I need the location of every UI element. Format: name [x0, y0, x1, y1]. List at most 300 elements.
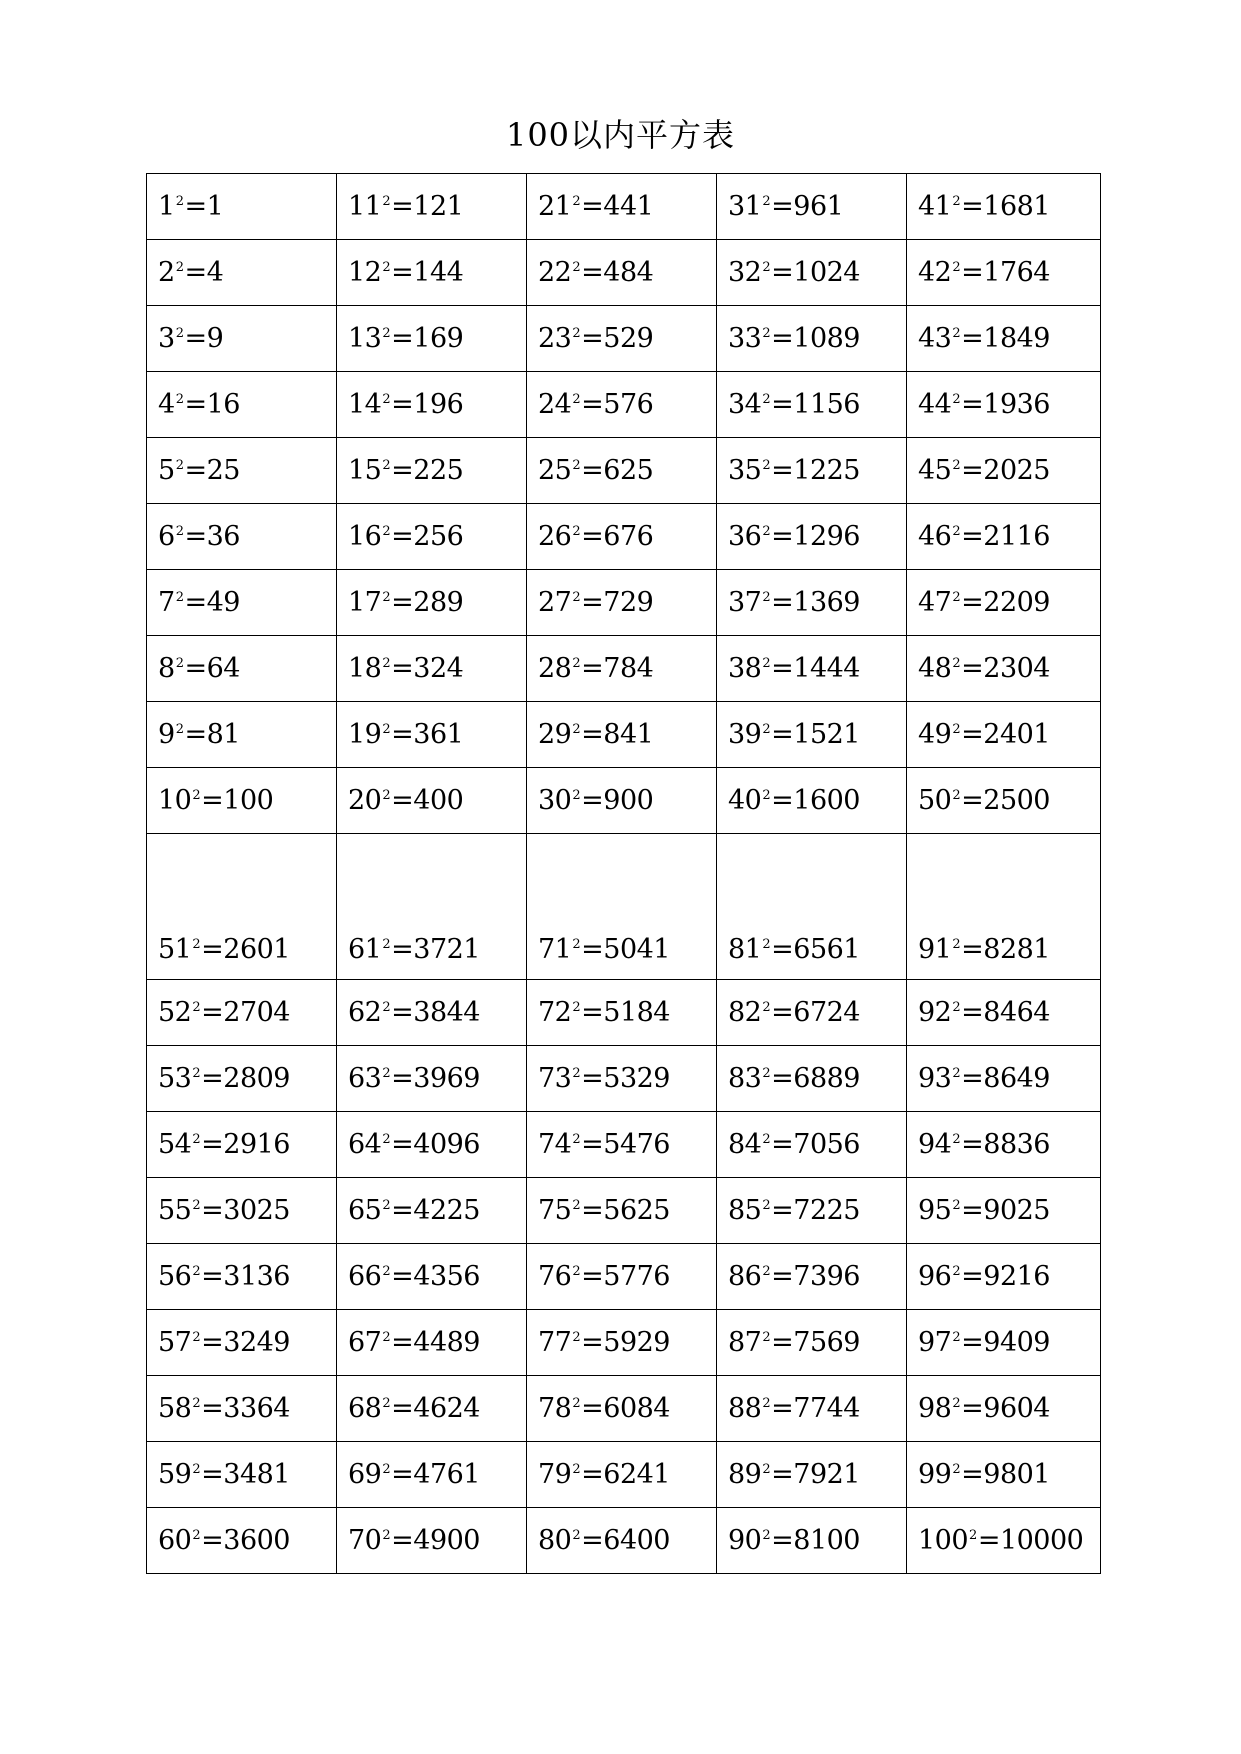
exponent-superscript: 2: [382, 260, 391, 275]
equals-sign: =: [961, 1459, 984, 1490]
table-cell: [717, 1376, 907, 1442]
square-base: 68: [348, 1393, 382, 1424]
square-base: 65: [348, 1195, 382, 1226]
square-base: 44: [918, 389, 952, 420]
square-base: 19: [348, 719, 382, 750]
table-cell: [527, 980, 717, 1046]
equals-sign: =: [184, 587, 207, 618]
exponent-superscript: 2: [192, 1132, 201, 1147]
square-value: 2500: [983, 785, 1050, 816]
square-base: 6: [158, 521, 175, 552]
square-value: 6400: [603, 1525, 670, 1556]
square-value: 144: [413, 257, 464, 288]
table-cell: [337, 174, 527, 240]
exponent-superscript: 2: [952, 937, 961, 952]
square-value: 4761: [413, 1459, 480, 1490]
table-cell: [717, 768, 907, 834]
table-cell: [907, 438, 1101, 504]
table-row: [147, 372, 1101, 438]
square-base: 81: [728, 934, 762, 965]
square-base: 35: [728, 455, 762, 486]
square-value: 4900: [413, 1525, 480, 1556]
table-cell: [337, 1178, 527, 1244]
square-value: 169: [413, 323, 464, 354]
square-base: 25: [538, 455, 572, 486]
exponent-superscript: 2: [952, 524, 961, 539]
equals-sign: =: [201, 1459, 224, 1490]
table-cell: [147, 240, 337, 306]
equals-sign: =: [391, 1459, 414, 1490]
table-cell: [907, 1046, 1101, 1112]
square-value: 1156: [793, 389, 860, 420]
equals-sign: =: [201, 1063, 224, 1094]
table-row: [147, 174, 1101, 240]
square-base: 86: [728, 1261, 762, 1292]
square-value: 6889: [793, 1063, 860, 1094]
equals-sign: =: [961, 1327, 984, 1358]
table-cell: [527, 1244, 717, 1310]
exponent-superscript: 2: [762, 1462, 771, 1477]
square-base: 33: [728, 323, 762, 354]
square-base: 41: [918, 191, 952, 222]
square-base: 28: [538, 653, 572, 684]
table-row: [147, 1178, 1101, 1244]
table-cell: [907, 240, 1101, 306]
table-cell: [527, 768, 717, 834]
exponent-superscript: 2: [572, 524, 581, 539]
square-base: 4: [158, 389, 175, 420]
equals-sign: =: [771, 653, 794, 684]
exponent-superscript: 2: [192, 1330, 201, 1345]
table-cell: [337, 1112, 527, 1178]
equals-sign: =: [977, 1525, 1000, 1556]
exponent-superscript: 2: [952, 1396, 961, 1411]
exponent-superscript: 2: [952, 656, 961, 671]
square-base: 88: [728, 1393, 762, 1424]
square-base: 21: [538, 191, 572, 222]
equals-sign: =: [391, 1195, 414, 1226]
exponent-superscript: 2: [969, 1528, 977, 1543]
table-cell: [337, 1244, 527, 1310]
square-base: 56: [158, 1261, 192, 1292]
square-value: 1764: [983, 257, 1050, 288]
square-value: 3136: [223, 1261, 290, 1292]
table-cell: [147, 768, 337, 834]
square-value: 81: [206, 719, 240, 750]
table-cell: [147, 1112, 337, 1178]
exponent-superscript: 2: [192, 1198, 201, 1213]
exponent-superscript: 2: [952, 1264, 961, 1279]
table-cell: [907, 174, 1101, 240]
square-value: 3844: [413, 997, 480, 1028]
table-cell: [527, 372, 717, 438]
square-base: 96: [918, 1261, 952, 1292]
square-base: 71: [538, 934, 572, 965]
table-row: [147, 768, 1101, 834]
table-cell: [147, 372, 337, 438]
square-base: 69: [348, 1459, 382, 1490]
square-base: 77: [538, 1327, 572, 1358]
square-base: 85: [728, 1195, 762, 1226]
exponent-superscript: 2: [192, 1396, 201, 1411]
equals-sign: =: [184, 389, 207, 420]
square-value: 1444: [793, 653, 860, 684]
table-row: [147, 702, 1101, 768]
table-cell: [907, 1178, 1101, 1244]
table-cell: [147, 1178, 337, 1244]
equals-sign: =: [581, 653, 604, 684]
square-value: 7921: [793, 1459, 860, 1490]
table-cell: [337, 306, 527, 372]
exponent-superscript: 2: [952, 1330, 961, 1345]
table-cell: [337, 438, 527, 504]
square-base: 13: [348, 323, 382, 354]
equals-sign: =: [771, 1261, 794, 1292]
exponent-superscript: 2: [762, 656, 771, 671]
exponent-superscript: 2: [952, 788, 961, 803]
equals-sign: =: [961, 455, 984, 486]
square-value: 256: [413, 521, 464, 552]
square-base: 51: [158, 934, 192, 965]
table-cell: [907, 1508, 1101, 1574]
equals-sign: =: [771, 1195, 794, 1226]
exponent-superscript: 2: [762, 392, 771, 407]
table-cell: [527, 1442, 717, 1508]
square-value: 1369: [793, 587, 860, 618]
square-value: 1849: [983, 323, 1050, 354]
square-value: 2916: [223, 1129, 290, 1160]
square-base: 50: [918, 785, 952, 816]
equals-sign: =: [391, 389, 414, 420]
exponent-superscript: 2: [762, 1132, 771, 1147]
square-base: 73: [538, 1063, 572, 1094]
exponent-superscript: 2: [192, 788, 201, 803]
square-base: 11: [348, 191, 382, 222]
square-value: 9604: [983, 1393, 1050, 1424]
exponent-superscript: 2: [572, 788, 581, 803]
square-base: 62: [348, 997, 382, 1028]
equals-sign: =: [581, 997, 604, 1028]
equals-sign: =: [201, 1327, 224, 1358]
square-base: 47: [918, 587, 952, 618]
exponent-superscript: 2: [762, 1066, 771, 1081]
square-base: 67: [348, 1327, 382, 1358]
table-cell: [337, 1376, 527, 1442]
exponent-superscript: 2: [572, 1264, 581, 1279]
table-cell: [907, 702, 1101, 768]
equals-sign: =: [961, 1261, 984, 1292]
table-cell: [907, 834, 1101, 980]
square-base: 3: [158, 323, 175, 354]
square-value: 8464: [983, 997, 1050, 1028]
equals-sign: =: [771, 934, 794, 965]
table-cell: [147, 1376, 337, 1442]
exponent-superscript: 2: [382, 1330, 391, 1345]
square-base: 12: [348, 257, 382, 288]
table-cell: [717, 1310, 907, 1376]
table-cell: [147, 980, 337, 1046]
table-cell: [147, 1244, 337, 1310]
exponent-superscript: 2: [192, 937, 201, 952]
square-value: 64: [206, 653, 240, 684]
table-cell: [147, 306, 337, 372]
table-cell: [717, 980, 907, 1046]
square-value: 4: [206, 257, 224, 288]
equals-sign: =: [581, 1327, 604, 1358]
equals-sign: =: [391, 1063, 414, 1094]
equals-sign: =: [771, 1063, 794, 1094]
table-cell: [527, 240, 717, 306]
table-cell: [527, 1178, 717, 1244]
square-base: 15: [348, 455, 382, 486]
exponent-superscript: 2: [382, 722, 391, 737]
square-base: 54: [158, 1129, 192, 1160]
square-base: 63: [348, 1063, 382, 1094]
square-base: 36: [728, 521, 762, 552]
equals-sign: =: [961, 997, 984, 1028]
table-row: [147, 1112, 1101, 1178]
square-value: 2401: [983, 719, 1050, 750]
square-value: 3025: [223, 1195, 290, 1226]
equals-sign: =: [961, 191, 984, 222]
equals-sign: =: [391, 455, 414, 486]
table-cell: [907, 1244, 1101, 1310]
square-base: 45: [918, 455, 952, 486]
equals-sign: =: [184, 653, 207, 684]
square-value: 7744: [793, 1393, 860, 1424]
table-cell: [147, 1310, 337, 1376]
square-value: 8649: [983, 1063, 1050, 1094]
square-value: 784: [603, 653, 654, 684]
equals-sign: =: [184, 455, 207, 486]
square-base: 32: [728, 257, 762, 288]
exponent-superscript: 2: [762, 1264, 771, 1279]
square-value: 8100: [793, 1525, 860, 1556]
table-cell: [337, 980, 527, 1046]
exponent-superscript: 2: [572, 937, 581, 952]
square-base: 66: [348, 1261, 382, 1292]
square-value: 7056: [793, 1129, 860, 1160]
table-cell: [337, 768, 527, 834]
table-cell: [147, 636, 337, 702]
square-base: 40: [728, 785, 762, 816]
squares-table-body: [147, 174, 1101, 1574]
square-value: 900: [603, 785, 654, 816]
square-value: 2304: [983, 653, 1050, 684]
square-value: 1: [206, 191, 224, 222]
equals-sign: =: [771, 1129, 794, 1160]
square-base: 89: [728, 1459, 762, 1490]
square-value: 10000: [999, 1525, 1084, 1556]
exponent-superscript: 2: [192, 1066, 201, 1081]
square-value: 7225: [793, 1195, 860, 1226]
square-base: 84: [728, 1129, 762, 1160]
exponent-superscript: 2: [572, 590, 581, 605]
equals-sign: =: [201, 934, 224, 965]
square-value: 9: [206, 323, 224, 354]
table-cell: [147, 504, 337, 570]
equals-sign: =: [771, 1393, 794, 1424]
exponent-superscript: 2: [572, 458, 581, 473]
equals-sign: =: [391, 257, 414, 288]
square-value: 729: [603, 587, 654, 618]
table-cell: [147, 438, 337, 504]
equals-sign: =: [771, 1459, 794, 1490]
square-value: 8836: [983, 1129, 1050, 1160]
table-cell: [717, 1178, 907, 1244]
exponent-superscript: 2: [382, 1462, 391, 1477]
table-cell: [717, 240, 907, 306]
square-value: 225: [413, 455, 464, 486]
exponent-superscript: 2: [382, 590, 391, 605]
table-row: [147, 980, 1101, 1046]
square-base: 82: [728, 997, 762, 1028]
equals-sign: =: [581, 719, 604, 750]
table-row: [147, 1244, 1101, 1310]
equals-sign: =: [201, 1393, 224, 1424]
square-value: 1296: [793, 521, 860, 552]
equals-sign: =: [961, 934, 984, 965]
square-value: 529: [603, 323, 654, 354]
square-value: 2704: [223, 997, 290, 1028]
table-cell: [717, 504, 907, 570]
equals-sign: =: [771, 1525, 794, 1556]
square-value: 6561: [793, 934, 860, 965]
table-cell: [337, 1046, 527, 1112]
square-base: 18: [348, 653, 382, 684]
exponent-superscript: 2: [952, 590, 961, 605]
table-cell: [337, 570, 527, 636]
square-base: 55: [158, 1195, 192, 1226]
exponent-superscript: 2: [382, 458, 391, 473]
square-value: 961: [793, 191, 844, 222]
table-row: [147, 504, 1101, 570]
table-row: [147, 570, 1101, 636]
equals-sign: =: [961, 719, 984, 750]
equals-sign: =: [771, 389, 794, 420]
square-base: 57: [158, 1327, 192, 1358]
table-cell: [907, 768, 1101, 834]
exponent-superscript: 2: [382, 937, 391, 952]
square-value: 441: [603, 191, 654, 222]
equals-sign: =: [581, 455, 604, 486]
table-cell: [337, 372, 527, 438]
exponent-superscript: 2: [382, 1528, 391, 1543]
exponent-superscript: 2: [762, 722, 771, 737]
square-base: 9: [158, 719, 175, 750]
exponent-superscript: 2: [952, 260, 961, 275]
exponent-superscript: 2: [952, 1132, 961, 1147]
equals-sign: =: [581, 1129, 604, 1160]
square-base: 75: [538, 1195, 572, 1226]
square-base: 17: [348, 587, 382, 618]
exponent-superscript: 2: [762, 1198, 771, 1213]
equals-sign: =: [961, 257, 984, 288]
equals-sign: =: [581, 1063, 604, 1094]
equals-sign: =: [581, 1393, 604, 1424]
square-base: 8: [158, 653, 175, 684]
table-cell: [527, 1310, 717, 1376]
square-value: 1225: [793, 455, 860, 486]
square-value: 5476: [603, 1129, 670, 1160]
exponent-superscript: 2: [952, 1066, 961, 1081]
square-base: 48: [918, 653, 952, 684]
square-value: 2601: [223, 934, 290, 965]
equals-sign: =: [961, 323, 984, 354]
table-cell: [527, 174, 717, 240]
table-cell: [147, 834, 337, 980]
exponent-superscript: 2: [762, 458, 771, 473]
equals-sign: =: [961, 785, 984, 816]
table-row: [147, 306, 1101, 372]
exponent-superscript: 2: [382, 1132, 391, 1147]
square-value: 4356: [413, 1261, 480, 1292]
table-cell: [717, 570, 907, 636]
table-cell: [907, 636, 1101, 702]
square-value: 100: [223, 785, 274, 816]
exponent-superscript: 2: [762, 1528, 771, 1543]
square-base: 7: [158, 587, 175, 618]
table-cell: [717, 438, 907, 504]
table-row: [147, 240, 1101, 306]
equals-sign: =: [581, 1459, 604, 1490]
table-cell: [907, 504, 1101, 570]
table-cell: [717, 1046, 907, 1112]
table-cell: [907, 570, 1101, 636]
square-base: 42: [918, 257, 952, 288]
square-value: 4489: [413, 1327, 480, 1358]
square-value: 7396: [793, 1261, 860, 1292]
square-base: 39: [728, 719, 762, 750]
exponent-superscript: 2: [952, 194, 961, 209]
square-base: 99: [918, 1459, 952, 1490]
equals-sign: =: [961, 521, 984, 552]
exponent-superscript: 2: [382, 1000, 391, 1015]
exponent-superscript: 2: [572, 1000, 581, 1015]
equals-sign: =: [391, 1525, 414, 1556]
square-base: 95: [918, 1195, 952, 1226]
exponent-superscript: 2: [382, 656, 391, 671]
exponent-superscript: 2: [175, 656, 184, 671]
exponent-superscript: 2: [175, 392, 184, 407]
square-value: 9409: [983, 1327, 1050, 1358]
exponent-superscript: 2: [762, 788, 771, 803]
exponent-superscript: 2: [175, 458, 184, 473]
exponent-superscript: 2: [382, 194, 391, 209]
square-base: 98: [918, 1393, 952, 1424]
square-base: 60: [158, 1525, 192, 1556]
square-value: 841: [603, 719, 654, 750]
equals-sign: =: [581, 191, 604, 222]
equals-sign: =: [771, 587, 794, 618]
square-base: 58: [158, 1393, 192, 1424]
equals-sign: =: [184, 257, 207, 288]
table-cell: [527, 1376, 717, 1442]
exponent-superscript: 2: [382, 1198, 391, 1213]
table-row: [147, 834, 1101, 980]
square-value: 36: [206, 521, 240, 552]
equals-sign: =: [961, 1063, 984, 1094]
exponent-superscript: 2: [572, 1396, 581, 1411]
table-cell: [527, 438, 717, 504]
square-value: 1600: [793, 785, 860, 816]
square-value: 9025: [983, 1195, 1050, 1226]
table-cell: [907, 1112, 1101, 1178]
square-base: 83: [728, 1063, 762, 1094]
table-cell: [527, 636, 717, 702]
square-base: 27: [538, 587, 572, 618]
square-value: 7569: [793, 1327, 860, 1358]
